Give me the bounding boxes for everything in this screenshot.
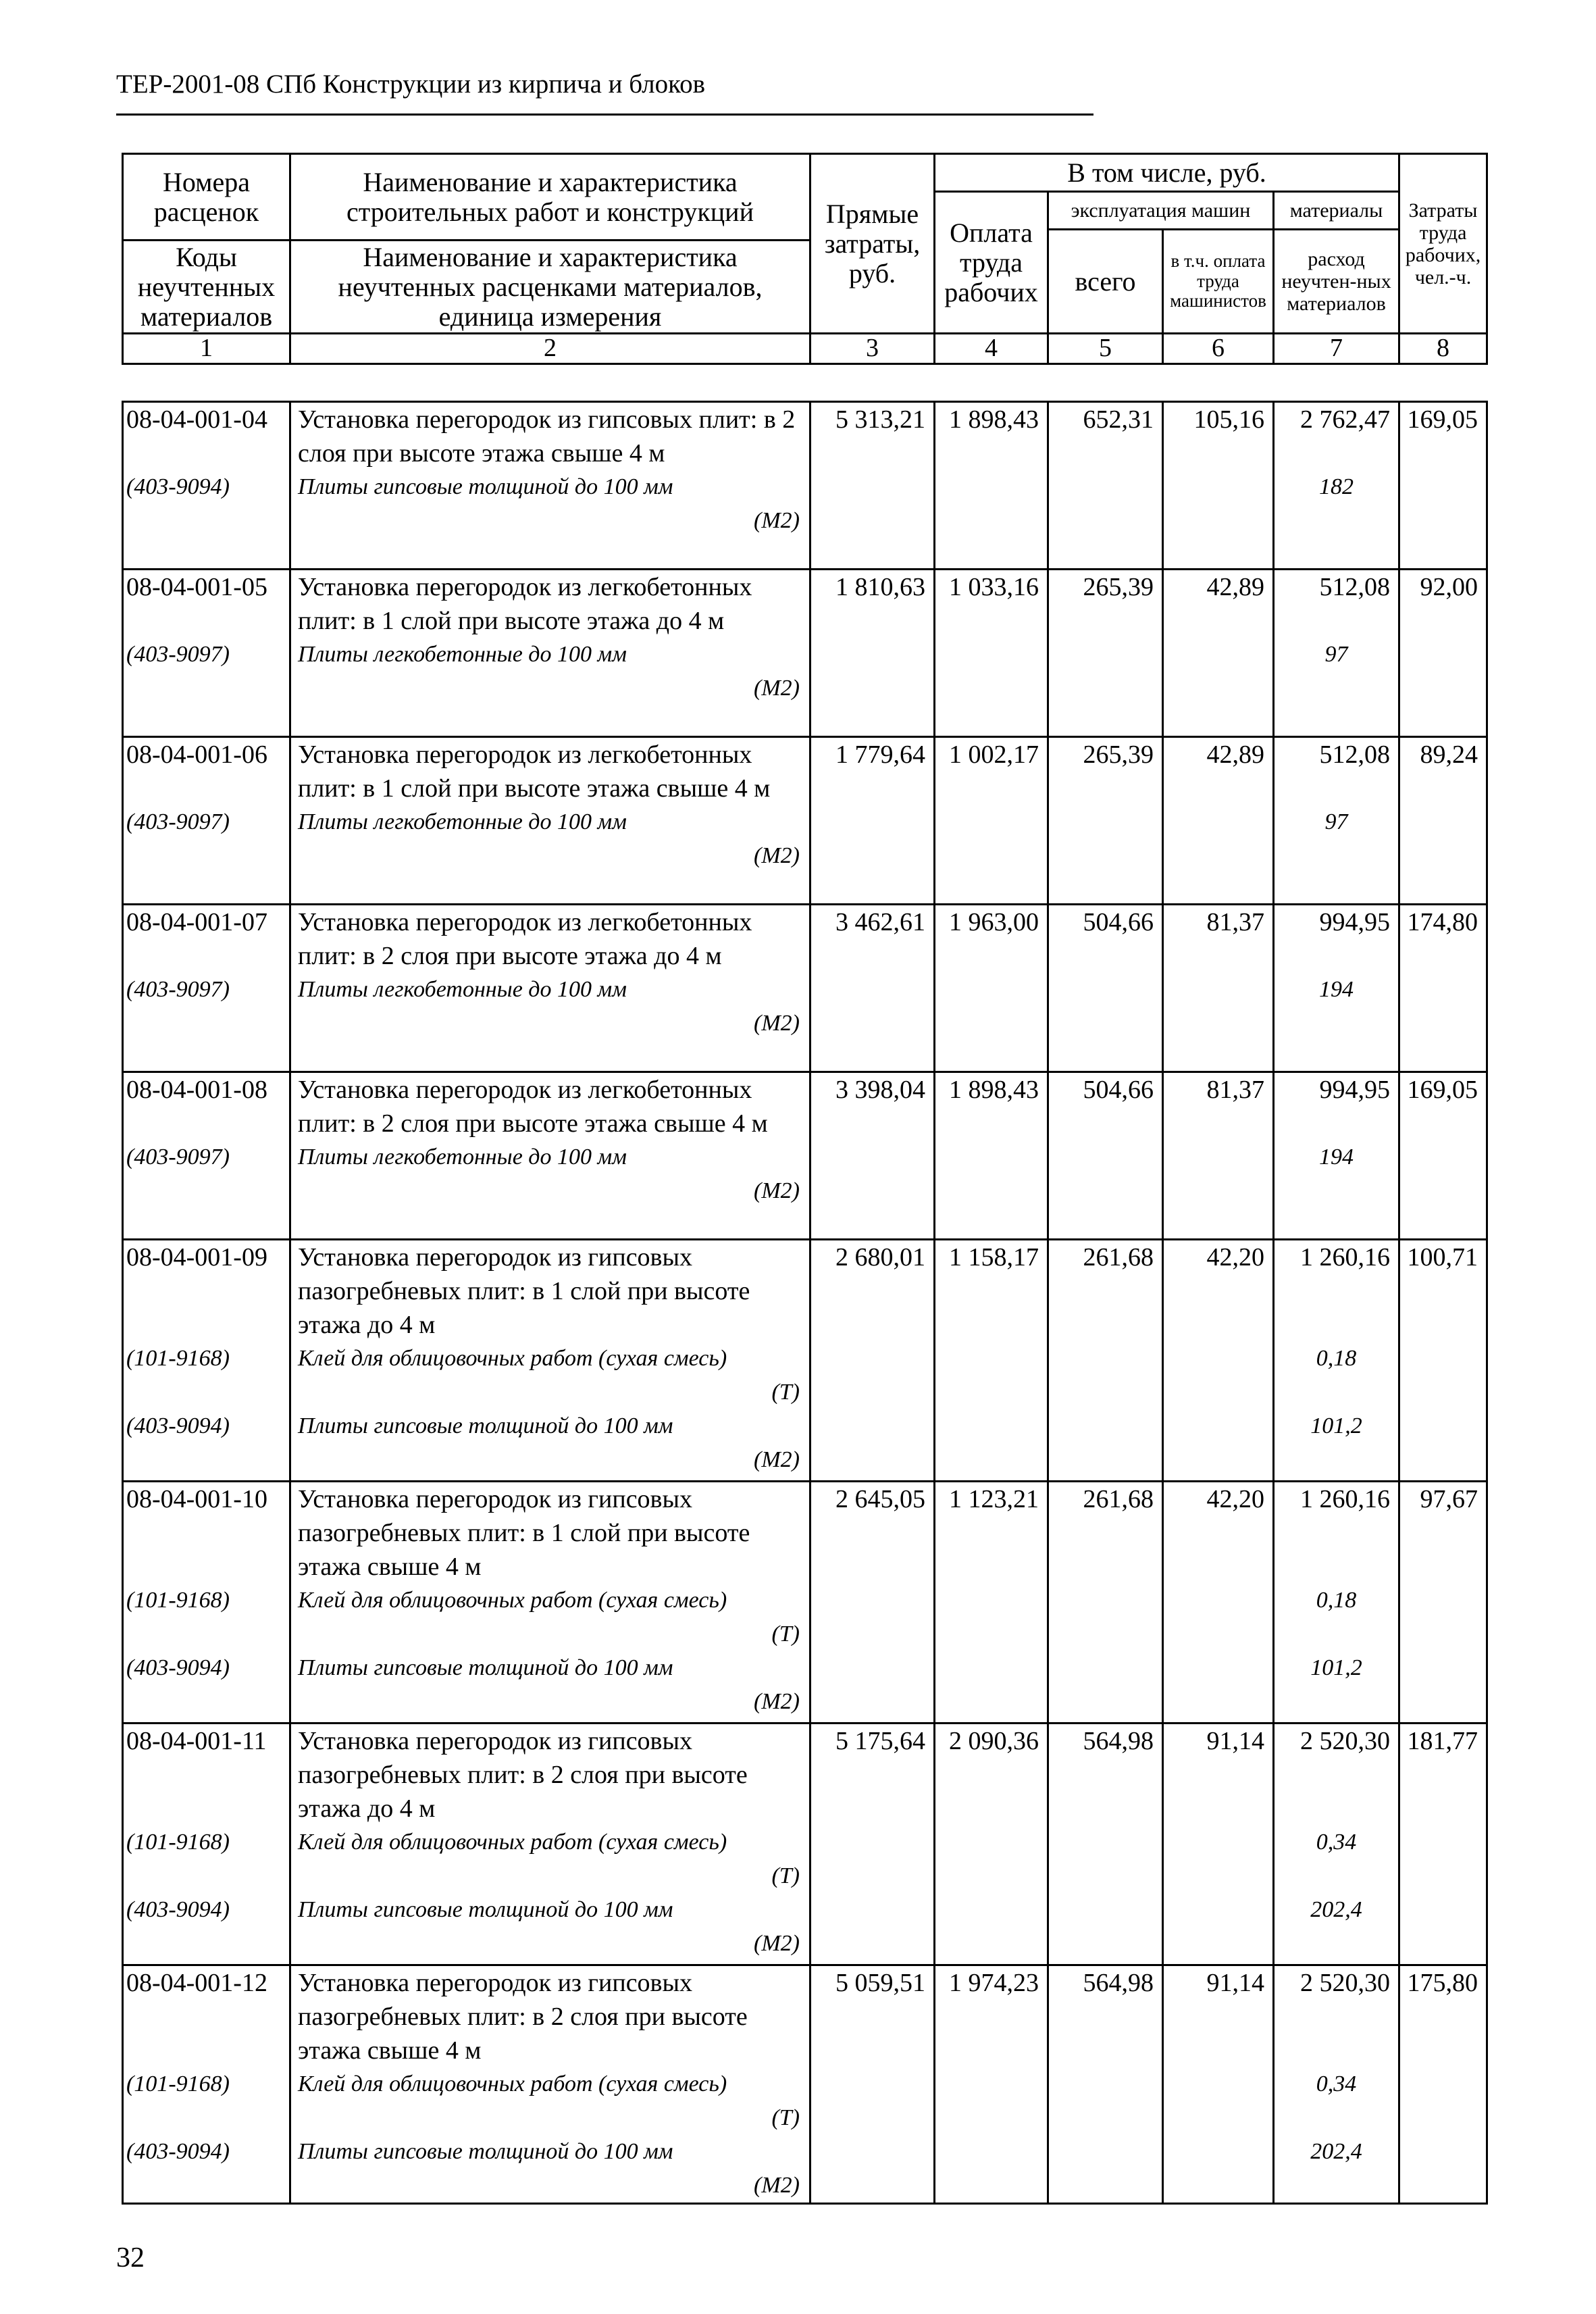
rate-code: 08-04-001-04 xyxy=(126,405,267,434)
work-description: Установка перегородок из гипсовых пазогребневых плит: в 1 слой при высоте этажа до 4 м xyxy=(298,1243,750,1339)
labor-hours: 175,80 xyxy=(1399,1965,1487,2204)
machine-costs: 265,39 xyxy=(1048,570,1163,737)
material-name: Клей для облицовочных работ (сухая смесь) xyxy=(298,1830,727,1855)
materials-cost: 512,08 xyxy=(1319,573,1390,601)
material-unit: (М2) xyxy=(754,843,800,868)
rate-code-cell xyxy=(123,905,290,1072)
rate-code-cell xyxy=(123,402,290,570)
materials-cost: 994,95 xyxy=(1319,1076,1390,1104)
material-unit: (М2) xyxy=(754,1011,800,1036)
material-quantity: 0,18 xyxy=(1316,1588,1357,1613)
table-row xyxy=(123,905,1487,1072)
rate-code-cell xyxy=(123,1965,290,2204)
table-row xyxy=(123,402,1487,570)
rate-code-cell xyxy=(123,570,290,737)
work-description-cell xyxy=(290,1240,810,1482)
work-description-cell xyxy=(290,1965,810,2204)
spacer xyxy=(1275,772,1398,805)
spacer xyxy=(124,2000,289,2067)
work-description: Установка перегородок из легкобетонных плит: в 2 слоя при высоте этажа свыше 4 м xyxy=(298,1076,768,1138)
table-row xyxy=(123,1240,1487,1482)
machinist-pay: 105,16 xyxy=(1163,402,1274,570)
labor-hours: 169,05 xyxy=(1399,402,1487,570)
material-name: Плиты гипсовые толщиной до 100 мм xyxy=(298,1655,673,1680)
spacer xyxy=(124,1107,289,1140)
direct-costs: 3 462,61 xyxy=(810,905,935,1072)
header-col3: Прямые затраты, руб. xyxy=(824,198,921,288)
column-number: 8 xyxy=(1399,334,1487,364)
material-name: Клей для облицовочных работ (сухая смесь) xyxy=(298,2071,727,2096)
header-material-codes xyxy=(123,241,290,334)
materials-cell xyxy=(1274,1724,1399,1965)
machinist-pay: 91,14 xyxy=(1163,1965,1274,2204)
material-code: (101-9168) xyxy=(126,2071,230,2096)
column-number: 6 xyxy=(1163,334,1274,364)
rate-code-cell xyxy=(123,1724,290,1965)
machine-costs: 652,31 xyxy=(1048,402,1163,570)
spacer xyxy=(124,1274,289,1342)
machinist-pay: 91,14 xyxy=(1163,1724,1274,1965)
labor-pay: 2 090,36 xyxy=(935,1724,1048,1965)
rate-code-cell xyxy=(123,1240,290,1482)
material-code: (403-9094) xyxy=(126,2139,230,2164)
spacer xyxy=(124,939,289,973)
material-quantity: 202,4 xyxy=(1310,1897,1362,1922)
labor-hours: 174,80 xyxy=(1399,905,1487,1072)
labor-pay: 1 002,17 xyxy=(935,737,1048,905)
materials-cell xyxy=(1274,402,1399,570)
header-col2-top: Наименование и характеристика строительных работ и конструкций xyxy=(346,166,754,227)
materials-cell xyxy=(1274,1965,1399,2204)
material-unit: (М2) xyxy=(754,676,800,701)
labor-pay: 1 158,17 xyxy=(935,1240,1048,1482)
title-underline xyxy=(116,114,1093,116)
direct-costs: 5 313,21 xyxy=(810,402,935,570)
machine-costs: 261,68 xyxy=(1048,1482,1163,1724)
material-unit: (М2) xyxy=(754,1178,800,1203)
labor-pay: 1 974,23 xyxy=(935,1965,1048,2204)
materials-cost: 2 520,30 xyxy=(1300,1727,1390,1755)
column-number: 7 xyxy=(1274,334,1399,364)
work-description-cell xyxy=(290,1724,810,1965)
work-description-cell xyxy=(290,905,810,1072)
table-row xyxy=(123,1965,1487,2204)
table-row xyxy=(123,1072,1487,1240)
materials-cost: 1 260,16 xyxy=(1300,1243,1390,1272)
materials-cost: 1 260,16 xyxy=(1300,1485,1390,1513)
material-code: (101-9168) xyxy=(126,1346,230,1371)
work-description: Установка перегородок из гипсовых пазогребневых плит: в 2 слоя при высоте этажа свыше 4 м xyxy=(298,1969,748,2065)
table-row xyxy=(123,1724,1487,1965)
header-codes xyxy=(123,154,290,241)
material-name: Плиты легкобетонные до 100 мм xyxy=(298,642,627,667)
labor-hours: 181,77 xyxy=(1399,1724,1487,1965)
work-description: Установка перегородок из легкобетонных плит: в 1 слой при высоте этажа свыше 4 м xyxy=(298,740,771,803)
machinist-pay: 81,37 xyxy=(1163,1072,1274,1240)
materials-cell xyxy=(1274,1240,1399,1482)
spacer xyxy=(1275,939,1398,973)
work-description: Установка перегородок из гипсовых плит: в 2 слоя при высоте этажа свыше 4 м xyxy=(298,405,796,468)
material-name: Плиты гипсовые толщиной до 100 мм xyxy=(298,1413,673,1438)
material-quantity: 182 xyxy=(1319,474,1354,499)
direct-costs: 5 059,51 xyxy=(810,1965,935,2204)
machine-costs: 261,68 xyxy=(1048,1240,1163,1482)
spacer xyxy=(124,772,289,805)
labor-pay: 1 033,16 xyxy=(935,570,1048,737)
rate-code: 08-04-001-07 xyxy=(126,908,267,936)
work-description: Установка перегородок из гипсовых пазогребневых плит: в 1 слой при высоте этажа свыше 4 м xyxy=(298,1485,750,1581)
header-names xyxy=(290,154,810,241)
header-labor-hours: Затраты труда рабочих, чел.-ч. xyxy=(1399,154,1487,334)
machinist-pay: 42,89 xyxy=(1163,737,1274,905)
material-quantity: 0,18 xyxy=(1316,1346,1357,1371)
header-materials: материалы xyxy=(1274,192,1399,230)
material-name: Плиты гипсовые толщиной до 100 мм xyxy=(298,1897,673,1922)
machine-costs: 564,98 xyxy=(1048,1965,1163,2204)
material-unit: (Т) xyxy=(771,1621,800,1646)
table-row xyxy=(123,1482,1487,1724)
header-col1-bottom: Коды неучтенных материалов xyxy=(137,241,276,332)
material-unit: (М2) xyxy=(754,1447,800,1472)
material-code: (403-9097) xyxy=(126,1145,230,1169)
header-col1-top: Номера расценок xyxy=(153,166,259,227)
material-code: (403-9094) xyxy=(126,474,230,499)
material-code: (403-9094) xyxy=(126,1655,230,1680)
labor-pay: 1 123,21 xyxy=(935,1482,1048,1724)
rate-code: 08-04-001-12 xyxy=(126,1969,267,1997)
page-number: 32 xyxy=(116,2242,145,2273)
machinist-pay: 42,20 xyxy=(1163,1240,1274,1482)
labor-hours: 89,24 xyxy=(1399,737,1487,905)
header-direct-costs xyxy=(810,154,935,334)
rate-code: 08-04-001-06 xyxy=(126,740,267,769)
table-row xyxy=(123,737,1487,905)
header-machine-total: всего xyxy=(1048,230,1163,334)
materials-cost: 2 520,30 xyxy=(1300,1969,1390,1997)
materials-cost: 994,95 xyxy=(1319,908,1390,936)
machinist-pay: 42,20 xyxy=(1163,1482,1274,1724)
column-number: 3 xyxy=(810,334,935,364)
direct-costs: 5 175,64 xyxy=(810,1724,935,1965)
direct-costs: 2 680,01 xyxy=(810,1240,935,1482)
rate-code: 08-04-001-11 xyxy=(126,1727,267,1755)
rate-code: 08-04-001-10 xyxy=(126,1485,267,1513)
spacer xyxy=(124,1516,289,1584)
machinist-pay: 81,37 xyxy=(1163,905,1274,1072)
material-code: (403-9097) xyxy=(126,977,230,1002)
spacer xyxy=(124,436,289,470)
material-quantity: 101,2 xyxy=(1310,1413,1362,1438)
spacer xyxy=(124,1758,289,1826)
machine-costs: 504,66 xyxy=(1048,1072,1163,1240)
column-number: 2 xyxy=(290,334,810,364)
spacer xyxy=(1275,1758,1398,1826)
material-code: (101-9168) xyxy=(126,1588,230,1613)
direct-costs: 2 645,05 xyxy=(810,1482,935,1724)
labor-hours: 169,05 xyxy=(1399,1072,1487,1240)
labor-pay: 1 963,00 xyxy=(935,905,1048,1072)
rates-table xyxy=(122,401,1488,2205)
machinist-pay: 42,89 xyxy=(1163,570,1274,737)
material-code: (403-9097) xyxy=(126,809,230,834)
material-quantity: 0,34 xyxy=(1316,2071,1357,2096)
material-quantity: 0,34 xyxy=(1316,1830,1357,1855)
material-name: Плиты легкобетонные до 100 мм xyxy=(298,809,627,834)
header-machine-operation: эксплуатация машин xyxy=(1048,192,1274,230)
material-code: (101-9168) xyxy=(126,1830,230,1855)
direct-costs: 3 398,04 xyxy=(810,1072,935,1240)
column-number: 4 xyxy=(935,334,1048,364)
table-header xyxy=(122,153,1488,365)
column-number: 1 xyxy=(123,334,290,364)
material-name: Плиты легкобетонные до 100 мм xyxy=(298,1145,627,1169)
work-description-cell xyxy=(290,737,810,905)
rate-code: 08-04-001-08 xyxy=(126,1076,267,1104)
material-quantity: 202,4 xyxy=(1310,2139,1362,2164)
materials-cell xyxy=(1274,1072,1399,1240)
work-description: Установка перегородок из легкобетонных плит: в 2 слоя при высоте этажа до 4 м xyxy=(298,908,752,970)
material-code: (403-9094) xyxy=(126,1413,230,1438)
spacer xyxy=(124,604,289,638)
material-name: Клей для облицовочных работ (сухая смесь) xyxy=(298,1346,727,1371)
header-unaccounted-materials: расход неучтен-ных материалов xyxy=(1274,230,1399,334)
labor-hours: 100,71 xyxy=(1399,1240,1487,1482)
material-unit: (М2) xyxy=(754,2173,800,2198)
material-name: Клей для облицовочных работ (сухая смесь) xyxy=(298,1588,727,1613)
spacer xyxy=(1275,2000,1398,2067)
header-including-group: В том числе, руб. xyxy=(935,154,1399,192)
labor-hours: 97,67 xyxy=(1399,1482,1487,1724)
material-unit: (Т) xyxy=(771,1380,800,1405)
materials-cell xyxy=(1274,737,1399,905)
work-description-cell xyxy=(290,570,810,737)
materials-cost: 2 762,47 xyxy=(1300,405,1390,434)
work-description-cell xyxy=(290,1482,810,1724)
rate-code-cell xyxy=(123,1072,290,1240)
spacer xyxy=(1275,436,1398,470)
material-unit: (Т) xyxy=(771,2105,800,2130)
materials-cell xyxy=(1274,905,1399,1072)
spacer xyxy=(1275,1516,1398,1584)
material-code: (403-9097) xyxy=(126,642,230,667)
material-unit: (М2) xyxy=(754,1931,800,1956)
material-quantity: 194 xyxy=(1319,1145,1354,1169)
spacer xyxy=(1275,1107,1398,1140)
materials-cost: 512,08 xyxy=(1319,740,1390,769)
machine-costs: 504,66 xyxy=(1048,905,1163,1072)
spacer xyxy=(1275,1274,1398,1342)
material-code: (403-9094) xyxy=(126,1897,230,1922)
material-unit: (Т) xyxy=(771,1863,800,1888)
labor-pay: 1 898,43 xyxy=(935,402,1048,570)
work-description-cell xyxy=(290,402,810,570)
material-unit: (М2) xyxy=(754,1689,800,1714)
spacer xyxy=(1275,604,1398,638)
material-name: Плиты гипсовые толщиной до 100 мм xyxy=(298,2139,673,2164)
labor-hours: 92,00 xyxy=(1399,570,1487,737)
column-number: 5 xyxy=(1048,334,1163,364)
rate-code-cell xyxy=(123,737,290,905)
header-material-names xyxy=(290,241,810,334)
labor-pay: 1 898,43 xyxy=(935,1072,1048,1240)
document-title: ТЕР-2001-08 СПб Конструкции из кирпича и блоков xyxy=(116,70,705,99)
table-row xyxy=(123,570,1487,737)
header-labor-pay: Оплата труда рабочих xyxy=(935,192,1048,334)
direct-costs: 1 779,64 xyxy=(810,737,935,905)
material-unit: (М2) xyxy=(754,508,800,533)
work-description: Установка перегородок из легкобетонных плит: в 1 слой при высоте этажа до 4 м xyxy=(298,573,752,635)
machine-costs: 564,98 xyxy=(1048,1724,1163,1965)
direct-costs: 1 810,63 xyxy=(810,570,935,737)
materials-cell xyxy=(1274,1482,1399,1724)
rate-code: 08-04-001-09 xyxy=(126,1243,267,1272)
work-description-cell xyxy=(290,1072,810,1240)
header-machinist-pay: в т.ч. оплата труда машинистов xyxy=(1163,230,1274,334)
material-name: Плиты легкобетонные до 100 мм xyxy=(298,977,627,1002)
material-quantity: 97 xyxy=(1324,642,1348,667)
rate-code: 08-04-001-05 xyxy=(126,573,267,601)
header-col2-bottom: Наименование и характеристика неучтенных расценками материалов, единица измерения xyxy=(338,241,763,332)
material-quantity: 101,2 xyxy=(1310,1655,1362,1680)
material-name: Плиты гипсовые толщиной до 100 мм xyxy=(298,474,673,499)
materials-cell xyxy=(1274,570,1399,737)
machine-costs: 265,39 xyxy=(1048,737,1163,905)
work-description: Установка перегородок из гипсовых пазогребневых плит: в 2 слоя при высоте этажа до 4 м xyxy=(298,1727,748,1823)
material-quantity: 97 xyxy=(1324,809,1348,834)
material-quantity: 194 xyxy=(1319,977,1354,1002)
rate-code-cell xyxy=(123,1482,290,1724)
